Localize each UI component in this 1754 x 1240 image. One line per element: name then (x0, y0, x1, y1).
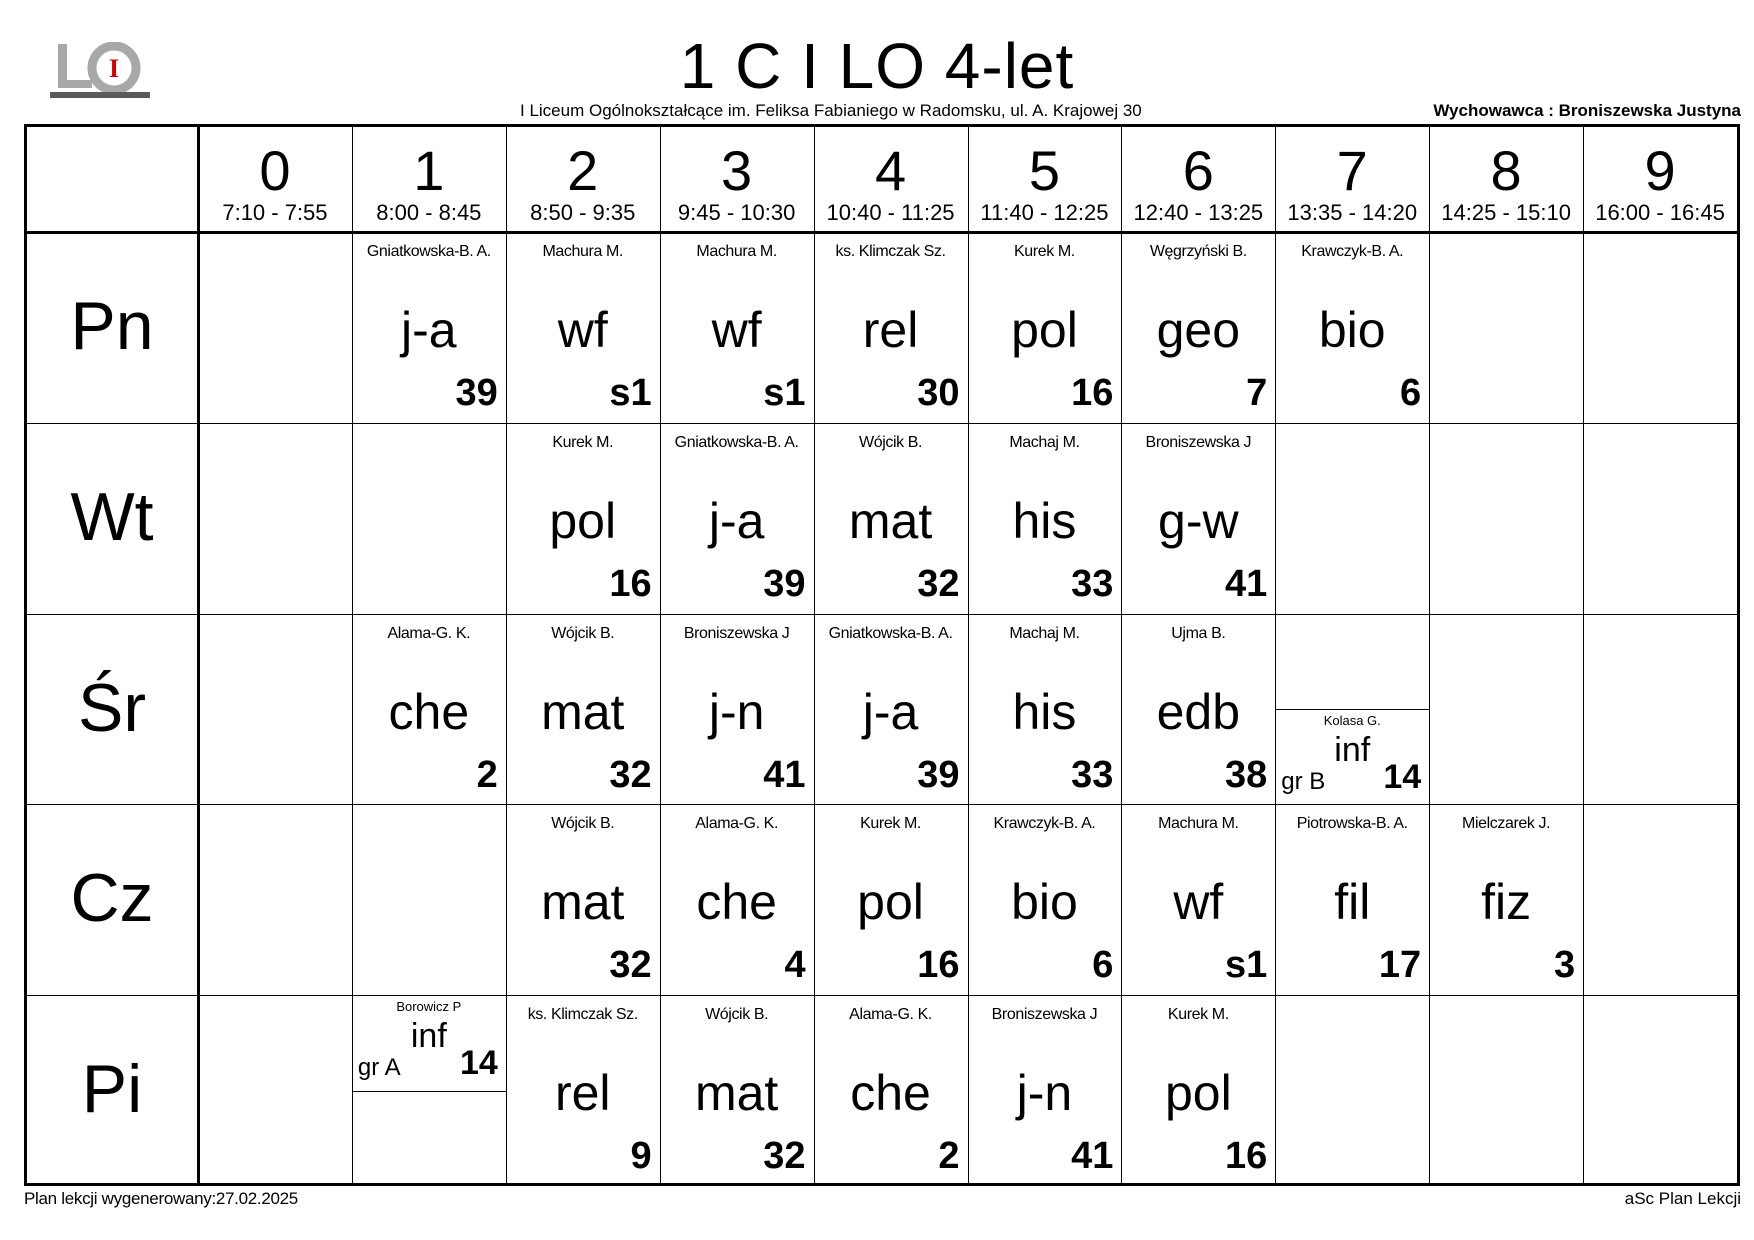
lesson-cell[interactable] (1121, 614, 1275, 805)
lesson-room: 3 (1553, 944, 1576, 987)
period-time: 13:35 - 14:20 (1287, 200, 1418, 225)
period-number: 1 (413, 139, 445, 202)
lesson-subject: pol (1164, 1065, 1232, 1122)
lesson-subject: bio (1011, 874, 1078, 931)
lesson-group: gr B (1281, 768, 1326, 795)
lesson-teacher: Machura M. (696, 243, 777, 260)
lesson-room: s1 (1225, 944, 1268, 987)
lesson-teacher: Wójcik B. (705, 1006, 769, 1024)
lesson-room: s1 (763, 372, 806, 414)
lesson-cell[interactable] (1429, 804, 1583, 995)
lesson-cell[interactable] (506, 614, 660, 805)
lesson-teacher: Alama-G. K. (695, 815, 778, 833)
logo-letter: I (108, 54, 120, 83)
grid-divider (197, 127, 200, 1183)
period-header (506, 127, 660, 232)
lesson-teacher: Gniatkowska-B. A. (674, 433, 799, 451)
lesson-cell[interactable] (968, 232, 1122, 423)
lesson-subject: pol (549, 492, 617, 549)
period-number: 6 (1182, 139, 1214, 202)
lesson-room: 6 (1092, 944, 1114, 987)
lesson-room: 39 (917, 753, 960, 796)
lesson-cell[interactable] (1275, 232, 1429, 423)
lesson-teacher: Kurek M. (860, 815, 921, 833)
lesson-room: 17 (1378, 944, 1422, 987)
lesson-teacher: Broniszewska J (991, 1006, 1098, 1024)
lesson-subject: j-a (708, 492, 765, 549)
period-number: 8 (1490, 139, 1522, 202)
lesson-room: 2 (938, 1135, 960, 1178)
lesson-room: 4 (784, 944, 806, 987)
period-header (1429, 127, 1583, 232)
lesson-teacher: Węgrzyński B. (1149, 243, 1247, 260)
lesson-room: 33 (1071, 562, 1114, 605)
lesson-teacher: Machura M. (1158, 815, 1239, 833)
lesson-subject: pol (1011, 302, 1078, 358)
lesson-subject: j-a (862, 683, 919, 740)
lesson-cell[interactable] (506, 232, 660, 423)
lesson-cell[interactable] (814, 804, 968, 995)
class-title: 1 C I LO 4-let (679, 30, 1075, 102)
lesson-cell[interactable] (814, 232, 968, 423)
lesson-room: 39 (763, 562, 806, 605)
lesson-subject: bio (1318, 302, 1386, 358)
lesson-subject: j-n (708, 683, 765, 740)
lesson-teacher: Kolasa G. (1323, 713, 1381, 728)
lesson-cell[interactable] (968, 995, 1122, 1186)
lesson-room: s1 (609, 372, 652, 414)
lesson-subject: fiz (1481, 874, 1532, 931)
day-label: Pi (81, 1051, 143, 1128)
lesson-teacher: Gniatkowska-B. A. (828, 624, 953, 642)
lesson-room: 33 (1071, 753, 1114, 796)
lesson-cell[interactable] (1121, 804, 1275, 995)
lesson-room: 32 (609, 753, 652, 796)
lesson-cell[interactable] (814, 423, 968, 614)
period-header (1583, 127, 1737, 232)
period-header (198, 127, 352, 232)
lesson-teacher: Ujma B. (1171, 624, 1226, 642)
lesson-subject: j-a (401, 302, 457, 358)
timetable-grid (24, 124, 1740, 1186)
lesson-teacher: Machaj M. (1009, 624, 1080, 642)
lesson-subject: geo (1156, 302, 1241, 358)
lesson-cell[interactable] (506, 423, 660, 614)
lesson-room: 14 (459, 1044, 498, 1083)
generated-date: Plan lekcji wygenerowany:27.02.2025 (24, 1189, 298, 1208)
lesson-room: 38 (1225, 753, 1268, 796)
lesson-subject: mat (541, 683, 625, 740)
lesson-subject: wf (711, 302, 762, 358)
period-time: 8:00 - 8:45 (376, 200, 482, 225)
lesson-subject: inf (410, 1017, 447, 1056)
lesson-teacher: Mielczarek J. (1462, 815, 1551, 833)
lesson-cell[interactable] (352, 614, 506, 805)
lesson-subject: wf (557, 302, 608, 358)
lesson-room: 16 (1071, 372, 1114, 414)
lesson-teacher: Krawczyk-B. A. (1301, 243, 1404, 260)
lesson-cell[interactable] (1121, 995, 1275, 1186)
lesson-subject: rel (554, 1065, 611, 1122)
lesson-room: 16 (917, 944, 960, 987)
lesson-subject: wf (1173, 874, 1224, 931)
period-number: 7 (1336, 139, 1368, 202)
lesson-cell[interactable] (968, 614, 1122, 805)
lesson-teacher: Kurek M. (552, 433, 614, 451)
lesson-room: 39 (455, 372, 498, 414)
lesson-subject: his (1012, 492, 1077, 549)
lesson-teacher: Alama-G. K. (849, 1006, 932, 1024)
lesson-room: 6 (1400, 372, 1422, 414)
lesson-teacher: Broniszewska J (683, 624, 790, 642)
lesson-cell[interactable] (660, 804, 814, 995)
period-time: 11:40 - 12:25 (980, 200, 1109, 225)
lesson-room: 2 (476, 753, 498, 796)
lesson-room: 41 (1225, 562, 1268, 605)
lesson-teacher: Wójcik B. (859, 433, 923, 451)
lesson-teacher: Krawczyk-B. A. (993, 815, 1096, 833)
lesson-teacher: Gniatkowska-B. A. (366, 243, 491, 260)
lesson-cell[interactable] (968, 804, 1122, 995)
lesson-subject: che (388, 683, 470, 740)
half-cell-divider (352, 1091, 506, 1092)
lesson-subject: mat (848, 492, 933, 549)
lesson-teacher: ks. Klimczak Sz. (527, 1006, 638, 1024)
lesson-subject: che (850, 1065, 931, 1122)
lesson-subject: edb (1156, 683, 1241, 740)
lesson-teacher: Alama-G. K. (387, 624, 471, 642)
period-time: 16:00 - 16:45 (1595, 200, 1725, 225)
lesson-cell[interactable] (968, 423, 1122, 614)
group-lesson-cell[interactable] (352, 995, 506, 1090)
period-time: 14:25 - 15:10 (1441, 200, 1571, 225)
lesson-cell[interactable] (506, 804, 660, 995)
lesson-teacher: Borowicz P (396, 999, 462, 1015)
lesson-cell[interactable] (1121, 232, 1275, 423)
period-number: 0 (259, 139, 291, 202)
lesson-subject: inf (1334, 731, 1371, 769)
period-time: 9:45 - 10:30 (677, 200, 796, 225)
lesson-room: 7 (1246, 372, 1268, 414)
homeroom-teacher: Wychowawca : Broniszewska Justyna (1433, 101, 1741, 120)
lesson-cell[interactable] (814, 995, 968, 1186)
day-label: Śr (78, 669, 146, 746)
lesson-room: 16 (609, 562, 652, 605)
period-time: 12:40 - 13:25 (1133, 200, 1264, 225)
lesson-room: 41 (763, 753, 806, 796)
period-time: 7:10 - 7:55 (222, 200, 328, 225)
lesson-room: 32 (763, 1135, 806, 1178)
lesson-cell[interactable] (660, 232, 814, 423)
period-number: 4 (874, 139, 907, 202)
lesson-subject: g-w (1158, 492, 1239, 549)
lesson-subject: j-n (1016, 1065, 1073, 1122)
grid-divider (1583, 127, 1584, 1183)
lesson-teacher: ks. Klimczak Sz. (835, 243, 946, 260)
lesson-subject: his (1012, 683, 1077, 740)
lesson-cell[interactable] (1275, 804, 1429, 995)
lesson-subject: pol (857, 874, 924, 931)
lesson-room: 41 (1071, 1135, 1114, 1178)
lesson-cell[interactable] (660, 995, 814, 1186)
period-header (1275, 127, 1429, 232)
lesson-subject: rel (862, 302, 919, 358)
lesson-room: 16 (1225, 1135, 1268, 1178)
lesson-subject: che (696, 874, 777, 931)
lesson-teacher: Machura M. (542, 243, 623, 260)
lesson-cell[interactable] (1121, 423, 1275, 614)
lesson-cell[interactable] (506, 995, 660, 1186)
lesson-room: 14 (1383, 758, 1422, 796)
day-label: Pn (70, 288, 154, 364)
period-number: 3 (721, 139, 753, 202)
period-number: 9 (1644, 139, 1676, 202)
lesson-cell[interactable] (660, 614, 814, 805)
day-label: Wt (70, 478, 154, 555)
half-cell-divider (1275, 709, 1429, 710)
lesson-room: 32 (917, 562, 960, 605)
lesson-cell[interactable] (352, 232, 506, 423)
lesson-subject: mat (694, 1065, 779, 1122)
lesson-teacher: Wójcik B. (551, 815, 615, 833)
day-label: Cz (70, 860, 154, 937)
period-time: 8:50 - 9:35 (530, 200, 636, 225)
lesson-teacher: Piotrowska-B. A. (1296, 815, 1408, 833)
lesson-teacher: Wójcik B. (551, 624, 615, 642)
period-number: 5 (1028, 139, 1061, 202)
school-address: I Liceum Ogólnokształcące im. Feliksa Fabianiego w Radomsku, ul. A. Krajowej 30 (520, 101, 1142, 120)
lesson-subject: mat (541, 874, 625, 931)
lesson-teacher: Broniszewska J (1145, 433, 1252, 451)
lesson-room: 32 (609, 944, 652, 987)
lesson-teacher: Kurek M. (1167, 1006, 1229, 1024)
period-header (1121, 127, 1275, 232)
software-credit: aSc Plan Lekcji (1624, 1189, 1741, 1208)
lesson-teacher: Kurek M. (1014, 243, 1075, 260)
lesson-cell[interactable] (660, 423, 814, 614)
period-header (968, 127, 1122, 232)
group-lesson-cell[interactable] (1275, 709, 1429, 804)
lesson-cell[interactable] (814, 614, 968, 805)
lesson-room: 30 (917, 372, 960, 414)
period-time: 10:40 - 11:25 (826, 200, 955, 225)
period-header (814, 127, 968, 232)
period-number: 2 (567, 139, 599, 202)
lesson-subject: fil (1334, 874, 1371, 931)
lesson-group: gr A (357, 1054, 401, 1082)
period-header (660, 127, 814, 232)
period-header (352, 127, 506, 232)
lesson-room: 9 (630, 1135, 652, 1178)
lesson-teacher: Machaj M. (1009, 433, 1080, 451)
